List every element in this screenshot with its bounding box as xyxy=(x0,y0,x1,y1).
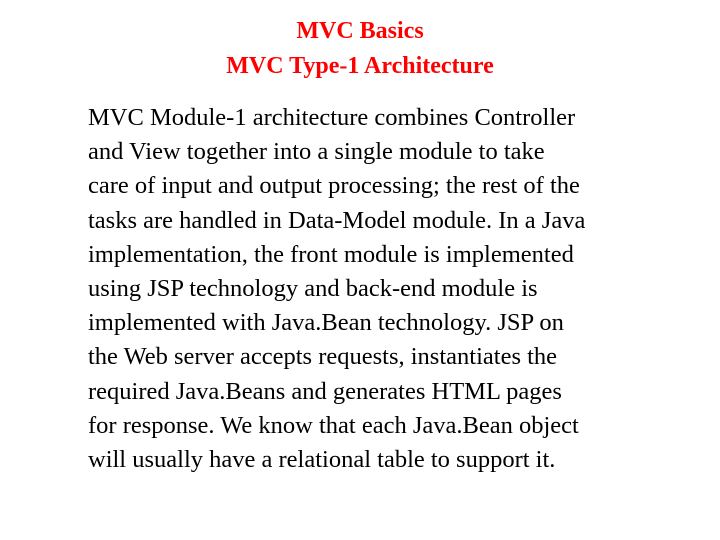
body-paragraph xyxy=(88,101,673,477)
body-line: tasks are handled in Data-Model module. In a Java xyxy=(88,206,586,234)
body-line: using JSP technology and back-end module is xyxy=(88,275,538,303)
title-line-1: MVC Basics xyxy=(296,18,424,44)
body-line: implemented with Java.Bean technology. JSP on xyxy=(88,309,564,337)
body-line: the Web server accepts requests, instantiates the xyxy=(88,343,558,371)
body-line: MVC Module-1 architecture combines Controller xyxy=(88,104,576,131)
body-line: care of input and output processing; the rest of the xyxy=(88,172,580,200)
body-line: required Java.Beans and generates HTML pages xyxy=(88,377,562,405)
body-line: will usually have a relational table to support it. xyxy=(88,446,556,474)
slide-title xyxy=(0,14,720,84)
body-line: for response. We know that each Java.Bean object xyxy=(88,411,579,439)
body-line: and View together into a single module to take xyxy=(88,138,545,166)
body-line: implementation, the front module is implemented xyxy=(88,240,574,268)
title-line-2: MVC Type-1 Architecture xyxy=(226,53,494,79)
